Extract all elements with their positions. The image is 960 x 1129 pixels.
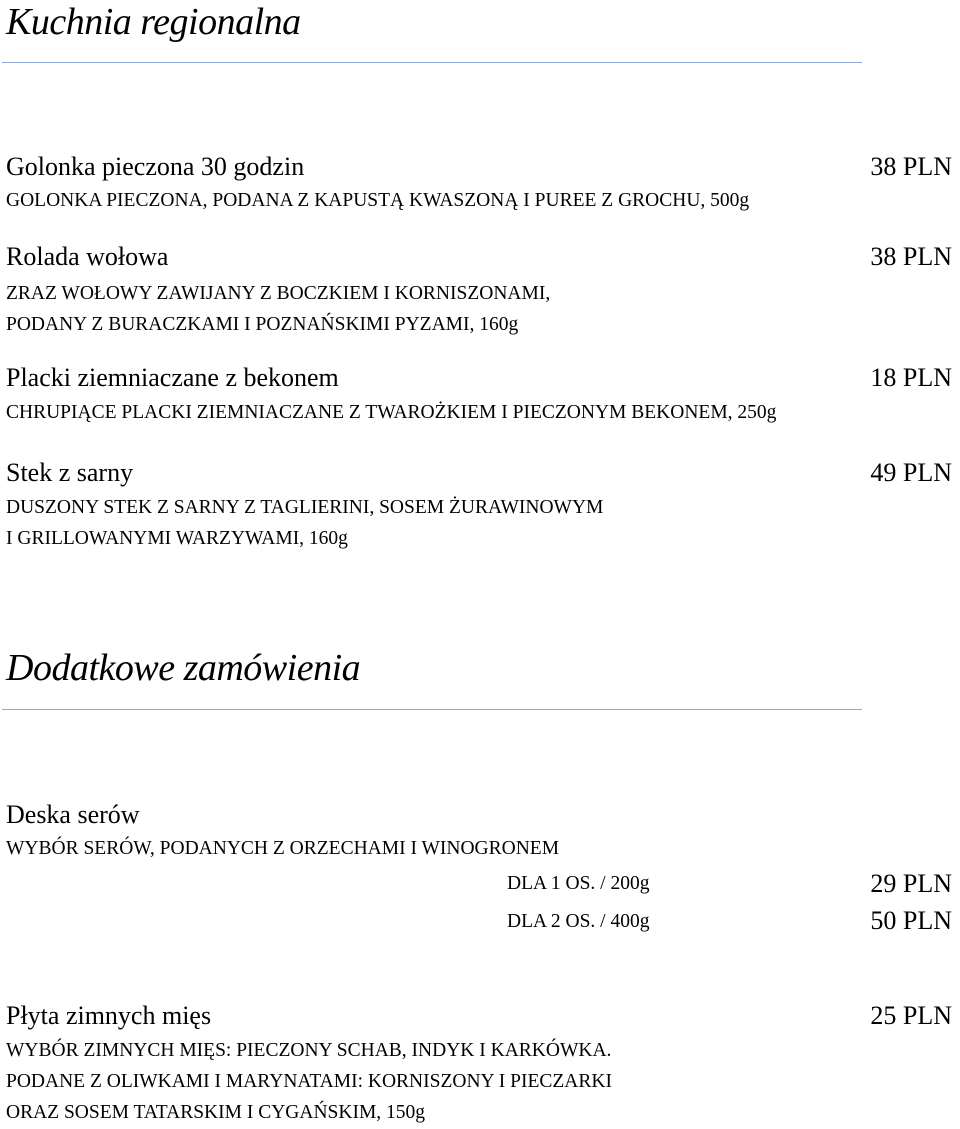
dish-description (6, 278, 550, 340)
description-line: I GRILLOWANYMI WARZYWAMI, 160g (6, 528, 348, 549)
description-line: ZRAZ WOŁOWY ZAWIJANY Z BOCZKIEM I KORNISZONAMI, (6, 283, 551, 304)
dish-name: Płyta zimnych mięs (6, 1001, 212, 1030)
dish-name: Placki ziemniaczane z bekonem (6, 363, 339, 392)
dish-price: 25 PLN (870, 1001, 952, 1030)
description-line: DUSZONY STEK Z SARNY Z TAGLIERINI, SOSEM ŻURAWINOWYM (6, 497, 604, 518)
dish-description (6, 397, 776, 428)
dish-price: 18 PLN (870, 363, 952, 392)
section-title-regional: Kuchnia regionalna (6, 1, 301, 43)
dish-name: Stek z sarny (6, 458, 134, 487)
portion-price: 29 PLN (870, 869, 952, 898)
description-line: WYBÓR SERÓW, PODANYCH Z ORZECHAMI I WINOGRONEM (6, 838, 560, 859)
dish-price: 49 PLN (870, 458, 952, 487)
dish-description (6, 833, 559, 864)
description-line: GOLONKA PIECZONA, PODANA Z KAPUSTĄ KWASZONĄ I PUREE Z GROCHU, 500g (6, 190, 750, 211)
dish-name: Rolada wołowa (6, 242, 169, 271)
description-line: CHRUPIĄCE PLACKI ZIEMNIACZANE Z TWAROŻKIEM I PIECZONYM BEKONEM, 250g (6, 402, 777, 423)
section-divider (2, 62, 862, 63)
portion-label: DLA 2 OS. / 400g (507, 911, 650, 932)
section-title-extra-orders: Dodatkowe zamówienia (6, 647, 361, 689)
description-line: WYBÓR ZIMNYCH MIĘS: PIECZONY SCHAB, INDYK I KARKÓWKA. (6, 1040, 612, 1061)
description-line: ORAZ SOSEM TATARSKIM I CYGAŃSKIM, 150g (6, 1102, 426, 1123)
description-line: PODANE Z OLIWKAMI I MARYNATAMI: KORNISZONY I PIECZARKI (6, 1071, 612, 1092)
dish-description (6, 1035, 612, 1128)
portion-label: DLA 1 OS. / 200g (507, 873, 650, 894)
dish-price: 38 PLN (870, 152, 952, 181)
dish-description (6, 185, 749, 216)
portion-price: 50 PLN (870, 906, 952, 935)
dish-name: Golonka pieczona 30 godzin (6, 152, 305, 181)
section-divider (2, 709, 862, 710)
dish-price: 38 PLN (870, 242, 952, 271)
dish-name: Deska serów (6, 800, 140, 829)
dish-description (6, 492, 603, 554)
description-line: PODANY Z BURACZKAMI I POZNAŃSKIMI PYZAMI, 160g (6, 314, 519, 335)
